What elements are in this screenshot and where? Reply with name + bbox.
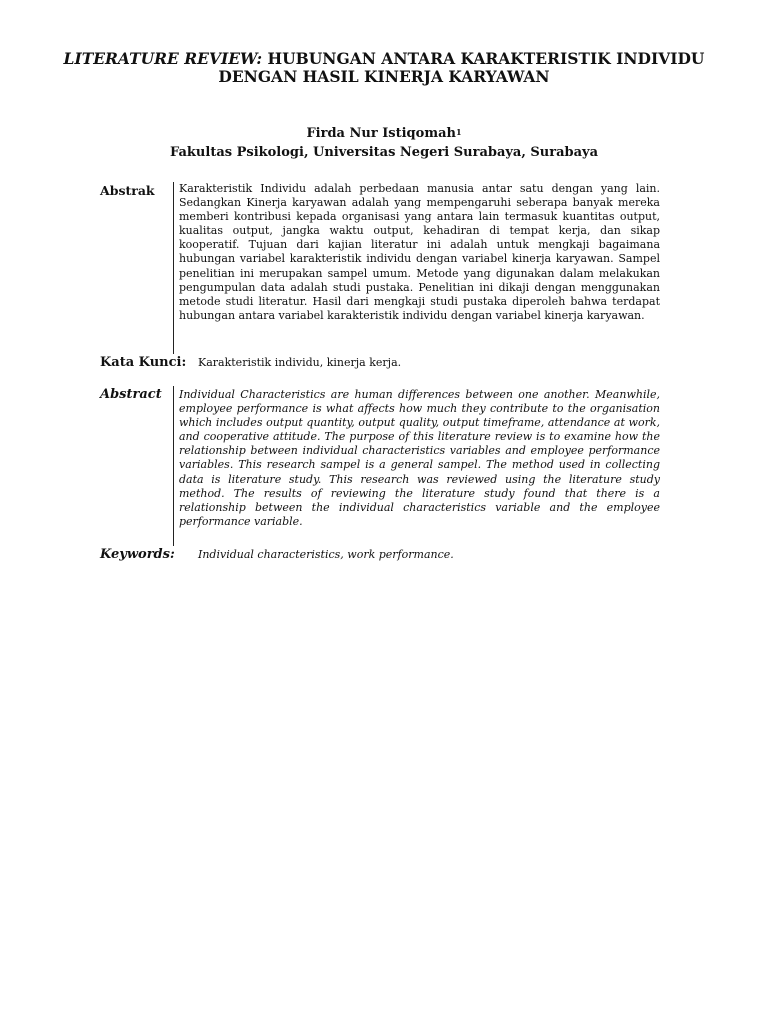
abstract-label: Abstract: [100, 387, 162, 402]
keywords-text: Individual characteristics, work performance.: [198, 548, 454, 561]
abstrak-text: Karakteristik Individu adalah perbedaan manusia antar satu dengan yang lain. Sedangkan Kinerja karyawan adalah yang mempengaruhi seberapa banyak mereka memberi kontribusi kepada organisasi yang antara lain termasuk kuantitas output, kualitas output, jangka waktu output, kehadiran di tempat kerja, dan sikap kooperatif. Tujuan dari kajian literatur ini adalah untuk mengkaji bagaimana hubungan variabel karakteristik individu dengan variabel kinerja karyawan. Sampel penelitian ini merupakan sampel umum. Metode yang digunakan dalam melakukan pengumpulan data adalah studi pustaka. Penelitian ini dikaji dengan menggunakan metode studi literatur. Hasil dari mengkaji studi pustaka diperoleh bahwa terdapat hubungan antara variabel karakteristik individu dengan variabel kinerja karyawan.: [179, 182, 660, 322]
kata-kunci-text: Karakteristik individu, kinerja kerja.: [198, 356, 402, 369]
title-line-1-rest: HUBUNGAN ANTARA KARAKTERISTIK INDIVIDU: [262, 49, 705, 68]
title-line-1: [60, 50, 708, 68]
abstrak-label: Abstrak: [100, 183, 155, 198]
abstract-divider: [173, 386, 174, 546]
title-line-2: DENGAN HASIL KINERJA KARYAWAN: [218, 67, 550, 86]
author-superscript: 1: [455, 127, 462, 137]
author-affiliation: Fakultas Psikologi, Universitas Negeri Surabaya, Surabaya: [169, 145, 599, 160]
abstrak-divider: [173, 182, 174, 354]
kata-kunci-label: Kata Kunci:: [100, 355, 187, 370]
paper-title: [60, 50, 708, 86]
abstract-text: Individual Characteristics are human differences between one another. Meanwhile, employee performance is what affects how much they contribute to the organisation which includes output quantity, output quality, output timeframe, attendance at work, and cooperative attitude. The purpose of this literature review is to examine how the relationship between individual characteristics variables and employee performance variables. This research sampel is a general sampel. The method used in collecting data is literature study. This research was reviewed using the literature study method. The results of reviewing the literature study found that there is a relationship between the individual characteristics variable and the employee performance variable.: [179, 388, 660, 528]
title-italic-part: LITERATURE REVIEW:: [63, 49, 263, 68]
author-block: [60, 124, 708, 162]
author-line: [60, 124, 708, 143]
author-name: Firda Nur Istiqomah: [306, 126, 456, 141]
keywords-label: Keywords:: [100, 547, 175, 562]
